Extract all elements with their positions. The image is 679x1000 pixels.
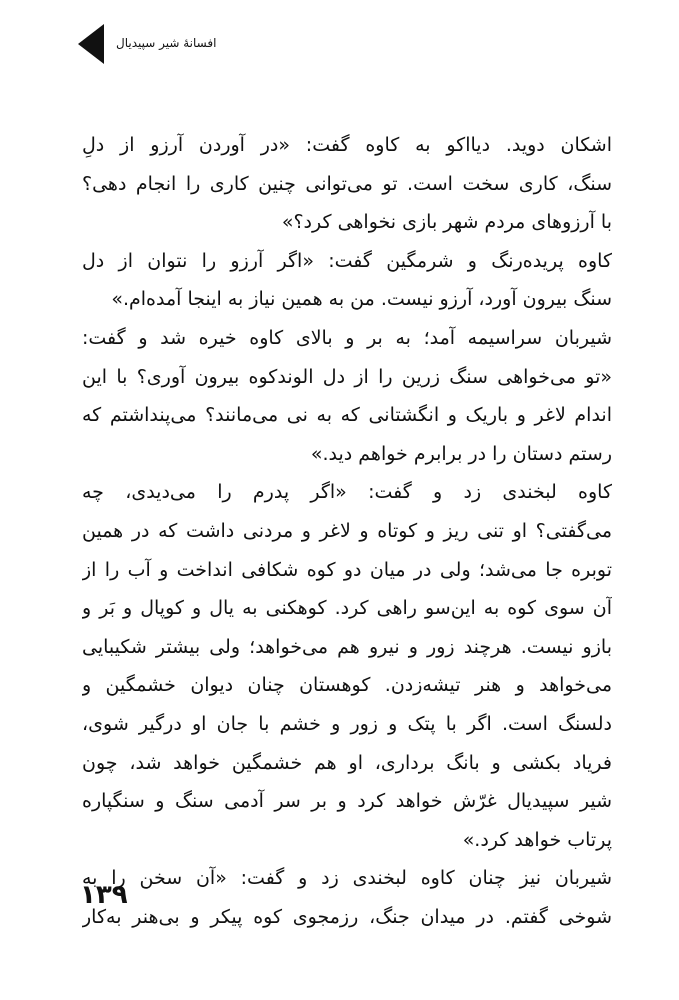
text-line: شوخی گفتم. در میدان جنگ، رزمجوی کوه پیکر و بی‌هنر به‌کار bbox=[82, 905, 612, 928]
text-line: فریاد بکشی و بانگ برداری، او هم خشمگین خواهد شد، چون bbox=[82, 751, 612, 774]
text-line: «تو می‌خواهی سنگ زرین را از دل الوندکوه بیرون آوری؟ با این bbox=[82, 365, 612, 388]
text-line: می‌خواهد و هنر تیشه‌زدن. کوهستان چنان دیوان خشمگین و bbox=[82, 674, 612, 697]
text-line: اندام لاغر و باریک و انگشتانی که به نی می‌مانند؟ می‌پنداشتم که bbox=[82, 404, 612, 427]
text-line: شیربان سراسیمه آمد؛ به بر و بالای کاوه خیره شد و گفت: bbox=[82, 326, 612, 349]
text-line: بازو نیست. هرچند زور و نیرو هم می‌خواهد؛ ولی بیشتر شکیبایی bbox=[82, 635, 612, 658]
running-header bbox=[78, 24, 238, 64]
text-line: شیر سپیدیال غرّش خواهد کرد و بر سر آدمی سنگ و سنگپاره bbox=[82, 790, 612, 813]
text-line: توبره جا می‌شد؛ ولی در میان دو کوه شکافی انداخت و آب را از bbox=[82, 558, 612, 581]
text-line: رستم دستان را در برابرم خواهم دید.» bbox=[310, 442, 612, 465]
text-line: می‌گفتی؟ او تنی ریز و کوتاه و لاغر و مردنی داشت که در همین bbox=[82, 519, 612, 542]
text-line: آن سوی کوه به این‌سو راهی کرد. کوهکنی به یال و کوپال و بَر و bbox=[82, 597, 612, 620]
arrow-left-icon bbox=[78, 24, 104, 64]
running-header-title: افسانهٔ شیر سپیدیال bbox=[116, 36, 217, 50]
text-line: سنگ، کاری سخت است. تو می‌توانی چنین کاری را انجام دهی؟ bbox=[82, 172, 612, 195]
text-line: دلسنگ است. اگر با پتک و زور و خشم با جان او درگیر شوی، bbox=[82, 712, 612, 735]
text-line: کاوه لبخندی زد و گفت: «اگر پدرم را می‌دیدی، چه bbox=[82, 481, 612, 504]
text-line: اشکان دوید. دیااکو به کاوه گفت: «در آوردن آرزو از دلِ bbox=[82, 134, 612, 156]
text-line: با آرزوهای مردم شهر بازی نخواهی کرد؟» bbox=[281, 211, 612, 234]
text-line: کاوه پریده‌رنگ و شرمگین گفت: «اگر آرزو را نتوان از دل bbox=[82, 249, 612, 272]
page-number: ۱۳۹ bbox=[80, 880, 128, 910]
text-line: شیربان نیز چنان کاوه لبخندی زد و گفت: «آن سخن را به bbox=[82, 867, 612, 890]
text-line: سنگ بیرون آورد، آرزو نیست. من به همین نیاز به اینجا آمده‌ام.» bbox=[111, 288, 612, 311]
text-line: پرتاب خواهد کرد.» bbox=[462, 828, 612, 851]
body-text bbox=[82, 126, 612, 936]
